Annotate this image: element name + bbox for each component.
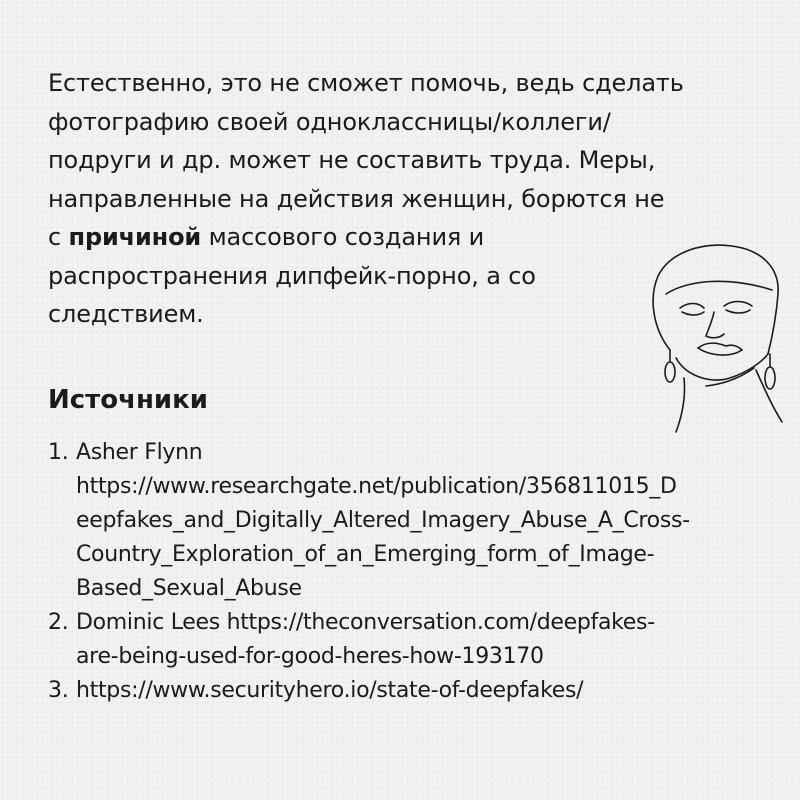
neck-left <box>676 378 685 432</box>
mouth-upper <box>698 343 742 350</box>
paragraph-line: направленные на действия женщин, борются не <box>48 184 665 213</box>
nose <box>706 312 724 338</box>
source-number: 3. <box>48 678 69 703</box>
forehead-line <box>666 281 772 294</box>
source-item <box>48 606 768 674</box>
face-line-art-icon <box>640 238 795 438</box>
sources-list <box>48 436 768 708</box>
paragraph-line: подруги и др. может не составить труда. Меры, <box>48 146 656 174</box>
right-eye-lash <box>726 310 750 313</box>
paragraph-line: Естественно, это не сможет помочь, ведь сделать <box>48 69 684 97</box>
source-author: Asher Flynn <box>76 440 203 465</box>
paragraph-text: с <box>48 223 69 251</box>
paragraph-text: массового создания и <box>201 223 485 251</box>
source-link-line[interactable]: are-being-used-for-good-heres-how-193170 <box>76 644 544 669</box>
emphasis-text: причиной <box>68 223 202 251</box>
source-item <box>48 674 768 708</box>
right-eye <box>724 302 752 307</box>
source-number: 2. <box>48 610 69 635</box>
source-link-line[interactable]: eepfakes_and_Digitally_Altered_Imagery_Abuse_A_Cross- <box>76 508 690 533</box>
source-link-line[interactable]: https://www.securityhero.io/state-of-deepfakes/ <box>76 678 584 703</box>
left-eye-lash <box>682 312 704 315</box>
left-eye <box>680 304 704 309</box>
source-link-line[interactable]: https://www.researchgate.net/publication/356811015_D <box>76 474 677 499</box>
source-link-line[interactable]: Based_Sexual_Abuse <box>76 576 302 601</box>
source-link-line[interactable]: Country_Exploration_of_an_Emerging_form_of_Image- <box>76 542 655 567</box>
paragraph-line: фотографию своей одноклассницы/коллеги/ <box>48 107 611 136</box>
mouth-lower <box>698 348 742 355</box>
neck-right <box>756 370 782 422</box>
paragraph-line: распространения дипфейк-порно, а со <box>48 261 536 290</box>
chin <box>676 354 768 380</box>
sources-heading: Источники <box>48 385 208 415</box>
source-item <box>48 436 768 606</box>
source-number: 1. <box>48 440 69 465</box>
left-earring <box>665 362 675 382</box>
source-link-line[interactable]: Dominic Lees https://theconversation.com/deepfakes- <box>76 610 655 635</box>
right-earring <box>765 367 775 389</box>
paragraph-line: следствием. <box>48 300 204 328</box>
